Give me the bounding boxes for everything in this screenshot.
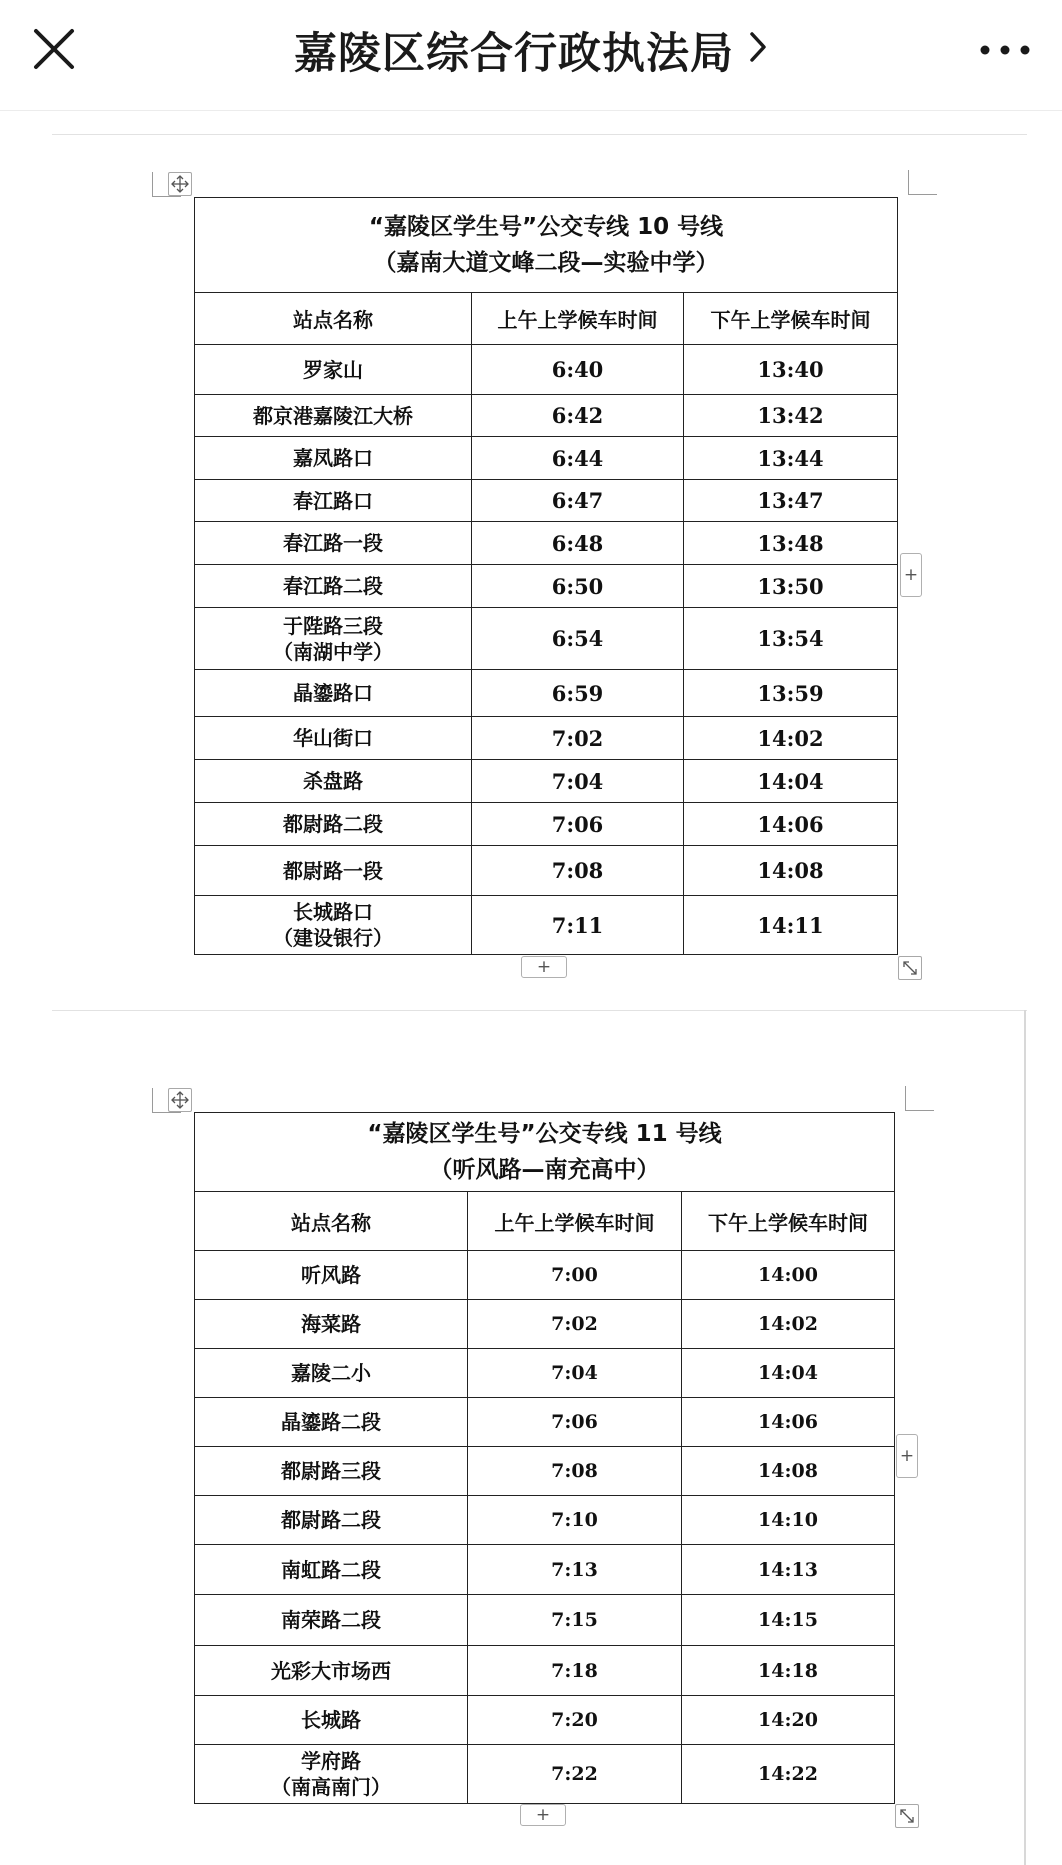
- station-name-cell: [195, 846, 472, 896]
- station-name-cell: [195, 1251, 468, 1300]
- account-title-text: 嘉陵区综合行政执法局: [294, 28, 734, 79]
- caption-line-2: （听风路—南充高中）: [429, 1157, 660, 1183]
- morning-time-cell: 6:54: [472, 608, 684, 670]
- station-name-cell: [195, 1349, 468, 1398]
- station-name-cell: [195, 1646, 468, 1696]
- table-row: [195, 1349, 895, 1398]
- table-row: [195, 1595, 895, 1646]
- station-note: （南高南门）: [271, 1775, 391, 1799]
- afternoon-time-cell: 14:00: [682, 1251, 895, 1300]
- page-break-rule: [52, 1010, 1027, 1011]
- station-name-cell: [195, 1545, 468, 1595]
- table-row: [195, 1646, 895, 1696]
- table-row: [195, 345, 898, 395]
- afternoon-time-cell: 13:54: [684, 608, 898, 670]
- station-name: 晶鎏路二段: [281, 1410, 381, 1434]
- table-row: [195, 1300, 895, 1349]
- station-name-cell: [195, 437, 472, 480]
- table-row: [195, 1496, 895, 1545]
- table-row: [195, 608, 898, 670]
- station-name-cell: [195, 760, 472, 803]
- plus-icon: +: [899, 1446, 915, 1466]
- table-row: [195, 437, 898, 480]
- table-row: [195, 395, 898, 437]
- afternoon-time-cell: 14:04: [684, 760, 898, 803]
- station-name-cell: [195, 896, 472, 955]
- station-note: （南湖中学）: [273, 639, 393, 664]
- morning-time-cell: 7:08: [472, 846, 684, 896]
- station-name: 春江路口: [293, 488, 373, 513]
- table-caption: [195, 198, 898, 293]
- afternoon-time-cell: 14:02: [684, 717, 898, 760]
- morning-time-cell: 7:00: [468, 1251, 682, 1300]
- morning-time-cell: 7:15: [468, 1595, 682, 1646]
- add-row-button[interactable]: [520, 1804, 566, 1826]
- afternoon-time-cell: 14:08: [684, 846, 898, 896]
- table-caption-row: [195, 1113, 895, 1192]
- morning-time-cell: 6:50: [472, 565, 684, 608]
- column-header: 站点名称: [195, 293, 472, 345]
- plus-icon: +: [903, 565, 919, 585]
- station-name: 杀盘路: [303, 769, 363, 793]
- caption-line-1: “嘉陵区学生号”公交专线 11 号线: [367, 1121, 722, 1147]
- bus-schedule-table-line-11: [194, 1112, 895, 1804]
- bus-schedule-table-line-10: [194, 197, 898, 955]
- table-caption-row: [195, 198, 898, 293]
- close-icon[interactable]: [30, 25, 80, 75]
- afternoon-time-cell: 14:10: [682, 1496, 895, 1545]
- table-row: [195, 803, 898, 846]
- station-name: 光彩大市场西: [271, 1658, 391, 1683]
- station-note: （建设银行）: [273, 926, 393, 950]
- station-name-cell: [195, 395, 472, 437]
- afternoon-time-cell: 13:48: [684, 522, 898, 565]
- station-name-cell: [195, 1696, 468, 1745]
- station-name-cell: [195, 670, 472, 717]
- station-name-cell: [195, 565, 472, 608]
- station-name-cell: [195, 803, 472, 846]
- afternoon-time-cell: 14:02: [682, 1300, 895, 1349]
- station-name: 嘉凤路口: [293, 446, 373, 470]
- station-name-cell: [195, 345, 472, 395]
- morning-time-cell: 7:13: [468, 1545, 682, 1595]
- morning-time-cell: 6:47: [472, 480, 684, 522]
- afternoon-time-cell: 14:13: [682, 1545, 895, 1595]
- table-row: [195, 565, 898, 608]
- account-title[interactable]: [140, 22, 922, 78]
- afternoon-time-cell: 14:15: [682, 1595, 895, 1646]
- station-name: 于陛路三段: [283, 613, 383, 638]
- table-row: [195, 1251, 895, 1300]
- afternoon-time-cell: 14:06: [682, 1398, 895, 1447]
- morning-time-cell: 6:59: [472, 670, 684, 717]
- table-row: [195, 522, 898, 565]
- table-row: [195, 760, 898, 803]
- station-name-cell: [195, 522, 472, 565]
- station-name: 罗家山: [303, 357, 363, 382]
- station-name-cell: [195, 1398, 468, 1447]
- morning-time-cell: 6:44: [472, 437, 684, 480]
- station-name: 华山街口: [293, 726, 373, 750]
- morning-time-cell: 7:02: [472, 717, 684, 760]
- plus-icon: +: [536, 956, 552, 977]
- station-name: 长城路: [301, 1708, 361, 1732]
- morning-time-cell: 7:11: [472, 896, 684, 955]
- station-name: 海菜路: [301, 1312, 361, 1336]
- morning-time-cell: 7:20: [468, 1696, 682, 1745]
- column-header: 上午上学候车时间: [472, 293, 684, 345]
- afternoon-time-cell: 14:20: [682, 1696, 895, 1745]
- table-row: [195, 717, 898, 760]
- morning-time-cell: 7:04: [472, 760, 684, 803]
- table-row: [195, 480, 898, 522]
- more-dots-icon[interactable]: [975, 30, 1035, 70]
- station-name-cell: [195, 1300, 468, 1349]
- afternoon-time-cell: 14:11: [684, 896, 898, 955]
- station-name: 都尉路三段: [281, 1459, 381, 1483]
- station-name: 听风路: [301, 1263, 361, 1287]
- table-header-row: [195, 293, 898, 345]
- station-name: 晶鎏路口: [293, 681, 373, 705]
- station-name: 都尉路二段: [281, 1508, 381, 1532]
- table-row: [195, 896, 898, 955]
- afternoon-time-cell: 13:59: [684, 670, 898, 717]
- table-row: [195, 846, 898, 896]
- station-name-cell: [195, 1447, 468, 1496]
- morning-time-cell: 7:08: [468, 1447, 682, 1496]
- add-column-button[interactable]: [896, 1434, 918, 1478]
- table-row: [195, 1398, 895, 1447]
- morning-time-cell: 6:40: [472, 345, 684, 395]
- table-row: [195, 1447, 895, 1496]
- station-name: 南虹路二段: [281, 1557, 381, 1582]
- station-name: 都尉路一段: [283, 858, 383, 883]
- column-header: 站点名称: [195, 1192, 468, 1251]
- column-header: 上午上学候车时间: [468, 1192, 682, 1251]
- column-header: 下午上学候车时间: [684, 293, 898, 345]
- station-name-cell: [195, 608, 472, 670]
- afternoon-time-cell: 13:42: [684, 395, 898, 437]
- morning-time-cell: 7:06: [472, 803, 684, 846]
- resize-diagonal-icon[interactable]: [898, 956, 922, 980]
- resize-diagonal-icon[interactable]: [895, 1804, 919, 1828]
- afternoon-time-cell: 13:50: [684, 565, 898, 608]
- table-caption: [195, 1113, 895, 1192]
- afternoon-time-cell: 14:08: [682, 1447, 895, 1496]
- afternoon-time-cell: 14:18: [682, 1646, 895, 1696]
- top-bar: [0, 0, 1062, 111]
- station-name-cell: [195, 1496, 468, 1545]
- morning-time-cell: 6:48: [472, 522, 684, 565]
- morning-time-cell: 7:10: [468, 1496, 682, 1545]
- afternoon-time-cell: 14:06: [684, 803, 898, 846]
- station-name: 长城路口: [293, 900, 373, 924]
- afternoon-time-cell: 14:04: [682, 1349, 895, 1398]
- afternoon-time-cell: 13:44: [684, 437, 898, 480]
- morning-time-cell: 6:42: [472, 395, 684, 437]
- table-row: [195, 1745, 895, 1804]
- station-name: 都尉路二段: [283, 812, 383, 836]
- margin-corner-mark: [908, 170, 937, 195]
- morning-time-cell: 7:04: [468, 1349, 682, 1398]
- station-name-cell: [195, 1595, 468, 1646]
- table-row: [195, 670, 898, 717]
- table-header-row: [195, 1192, 895, 1251]
- afternoon-time-cell: 13:47: [684, 480, 898, 522]
- morning-time-cell: 7:02: [468, 1300, 682, 1349]
- station-name: 学府路: [301, 1749, 361, 1773]
- move-arrows-icon[interactable]: [168, 1088, 192, 1112]
- morning-time-cell: 7:06: [468, 1398, 682, 1447]
- station-name: 春江路一段: [283, 531, 383, 555]
- station-name-cell: [195, 480, 472, 522]
- station-name: 南荣路二段: [281, 1608, 381, 1632]
- plus-icon: +: [535, 1804, 551, 1825]
- morning-time-cell: 7:18: [468, 1646, 682, 1696]
- column-header: 下午上学候车时间: [682, 1192, 895, 1251]
- table-row: [195, 1545, 895, 1595]
- table-row: [195, 1696, 895, 1745]
- page-top-rule: [52, 134, 1027, 135]
- station-name: 嘉陵二小: [291, 1361, 371, 1385]
- afternoon-time-cell: 14:22: [682, 1745, 895, 1804]
- move-arrows-icon[interactable]: [168, 172, 192, 196]
- caption-line-1: “嘉陵区学生号”公交专线 10 号线: [368, 214, 724, 240]
- station-name-cell: [195, 717, 472, 760]
- add-column-button[interactable]: [900, 553, 922, 597]
- station-name: 都京港嘉陵江大桥: [253, 403, 413, 428]
- add-row-button[interactable]: [521, 956, 567, 978]
- afternoon-time-cell: 13:40: [684, 345, 898, 395]
- station-name-cell: [195, 1745, 468, 1804]
- chevron-right-icon: [748, 25, 768, 75]
- margin-corner-mark: [905, 1086, 934, 1111]
- page-right-edge: [1024, 1010, 1026, 1865]
- caption-line-2: （嘉南大道文峰二段—实验中学）: [373, 250, 719, 276]
- station-name: 春江路二段: [283, 574, 383, 598]
- morning-time-cell: 7:22: [468, 1745, 682, 1804]
